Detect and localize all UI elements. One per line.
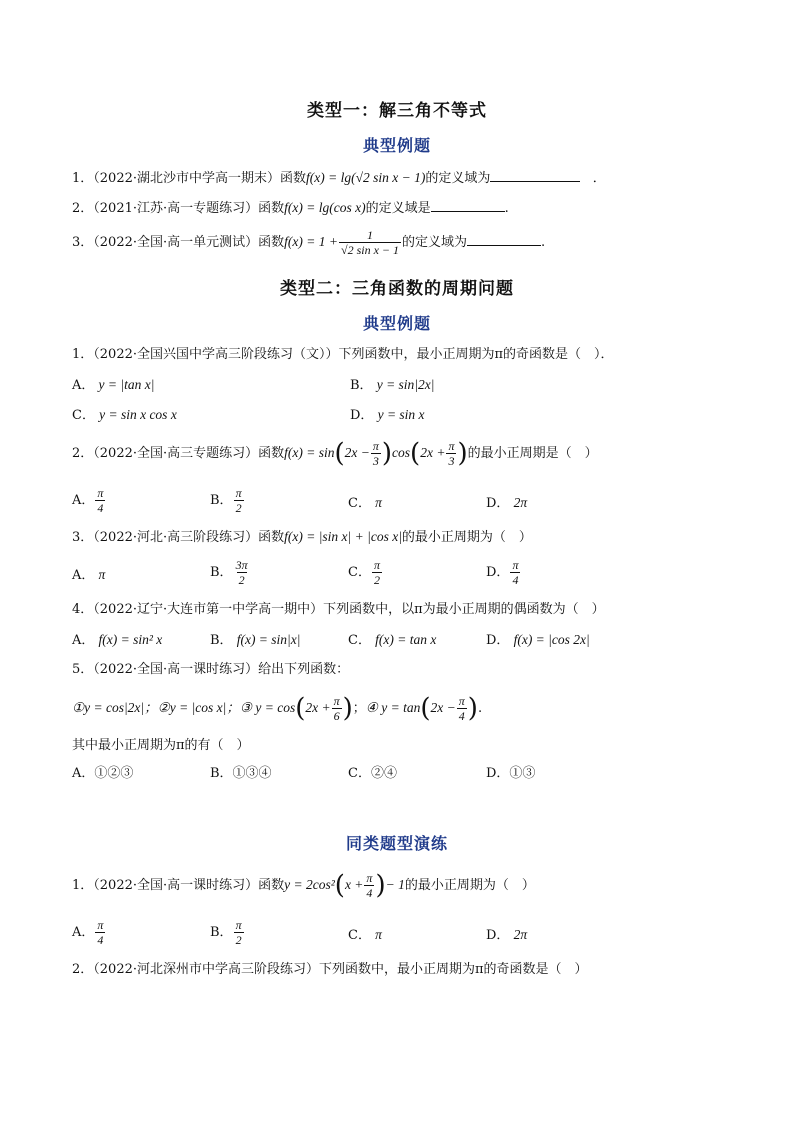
- s2q5-functions: ①y = cos|2x|；②y = |cos x|；③ y = cos(2x + $\frac{\pi}{6}$ )；④ y = tan(2x − $\frac{\pi}{4}$ ).: [72, 693, 483, 724]
- s2-question-4: 4．（2022·辽宁·大连市第一中学高一期中）下列函数中，以π为最小正周期的偶函数为（ ）: [72, 602, 605, 617]
- section2-title: 类型二：三角函数的周期问题: [280, 279, 514, 299]
- section3-title: 同类题型演练: [345, 834, 448, 853]
- s2q2-option-c[interactable]: C． π: [348, 495, 382, 511]
- s2q3-option-a[interactable]: A． π: [72, 567, 106, 583]
- s3q1-option-b[interactable]: B． $\frac{\pi}{2}$: [210, 918, 242, 947]
- s2q5-option-b[interactable]: B．①③④: [210, 766, 272, 781]
- s3-question-1: 1．（2022·全国·高一课时练习）函数y = 2cos²(x + $\frac{\pi}{4}$ )− 1的最小正周期为（ ）: [72, 870, 535, 901]
- answer-blank[interactable]: [431, 199, 505, 212]
- s1-question-3: 3．（2022·全国·高一单元测试）函数f(x) = 1 + $\frac{1}{\text{√2 sin x − 1}}$ 的定义域为 .: [72, 228, 546, 257]
- s2q4-option-a[interactable]: A． f(x) = sin² x: [72, 632, 163, 648]
- s3q1-option-d[interactable]: D． 2π: [486, 927, 528, 943]
- s2-question-2: 2．（2022·全国·高三专题练习）函数f(x) = sin(2x − $\frac{\pi}{3}$ )cos(2x + $\frac{\pi}{3}$ )的最小正周期是（ ）: [72, 438, 598, 469]
- section2-subtitle: 典型例题: [362, 314, 431, 333]
- s2q5-option-c[interactable]: C．②④: [348, 766, 397, 781]
- answer-blank[interactable]: [490, 169, 580, 182]
- s3q1-option-c[interactable]: C． π: [348, 927, 382, 943]
- s2q4-option-b[interactable]: B． f(x) = sin|x|: [210, 632, 301, 648]
- s2q2-option-d[interactable]: D． 2π: [486, 495, 528, 511]
- s2q5-option-a[interactable]: A．①②③: [72, 766, 134, 781]
- answer-blank[interactable]: [467, 233, 541, 246]
- s2q3-option-d[interactable]: D． $\frac{\pi}{4}$: [486, 558, 519, 587]
- s2q1-option-c[interactable]: C． y = sin x cos x: [72, 407, 177, 423]
- s2q4-option-d[interactable]: D． f(x) = |cos 2x|: [486, 632, 590, 648]
- s2q3-option-b[interactable]: B． $\frac{3\pi}{2}$: [210, 558, 248, 587]
- s2q1-option-b[interactable]: B． y = sin|2x|: [350, 377, 435, 393]
- s2q5-option-d[interactable]: D．①③: [486, 766, 536, 781]
- s2-question-5: 5．（2022·全国·高一课时练习）给出下列函数：: [72, 662, 350, 677]
- s2-question-1: 1．（2022·全国兴国中学高三阶段练习（文））下列函数中，最小正周期为π的奇函数是（ ）．: [72, 347, 614, 362]
- s2q2-option-a[interactable]: A． $\frac{\pi}{4}$: [72, 486, 104, 515]
- section1-title: 类型一：解三角不等式: [307, 101, 487, 121]
- s2q5-question: 其中最小正周期为π的有（ ）: [72, 738, 250, 753]
- s2q2-option-b[interactable]: B． $\frac{\pi}{2}$: [210, 486, 242, 515]
- s2q1-option-a[interactable]: A． y = |tan x|: [72, 377, 155, 393]
- s3q1-option-a[interactable]: A． $\frac{\pi}{4}$: [72, 918, 104, 947]
- s1-question-2: 2．（2021·江苏·高一专题练习）函数f(x) = lg(cos x)的定义域是 .: [72, 200, 509, 216]
- s1-question-1: 1．（2022·湖北沙市中学高一期末）函数f(x) = lg(√2 sin x − 1)的定义域为 ．: [72, 170, 606, 186]
- s3-question-2: 2．（2022·河北深州市中学高三阶段练习）下列函数中，最小正周期为π的奇函数是（ ）: [72, 962, 588, 977]
- s2q4-option-c[interactable]: C． f(x) = tan x: [348, 632, 437, 648]
- s2-question-3: 3．（2022·河北·高三阶段练习）函数f(x) = |sin x| + |cos x|的最小正周期为（ ）: [72, 529, 532, 545]
- s2q1-option-d[interactable]: D． y = sin x: [350, 407, 425, 423]
- section1-subtitle: 典型例题: [362, 136, 431, 155]
- s2q3-option-c[interactable]: C． $\frac{\pi}{2}$: [348, 558, 380, 587]
